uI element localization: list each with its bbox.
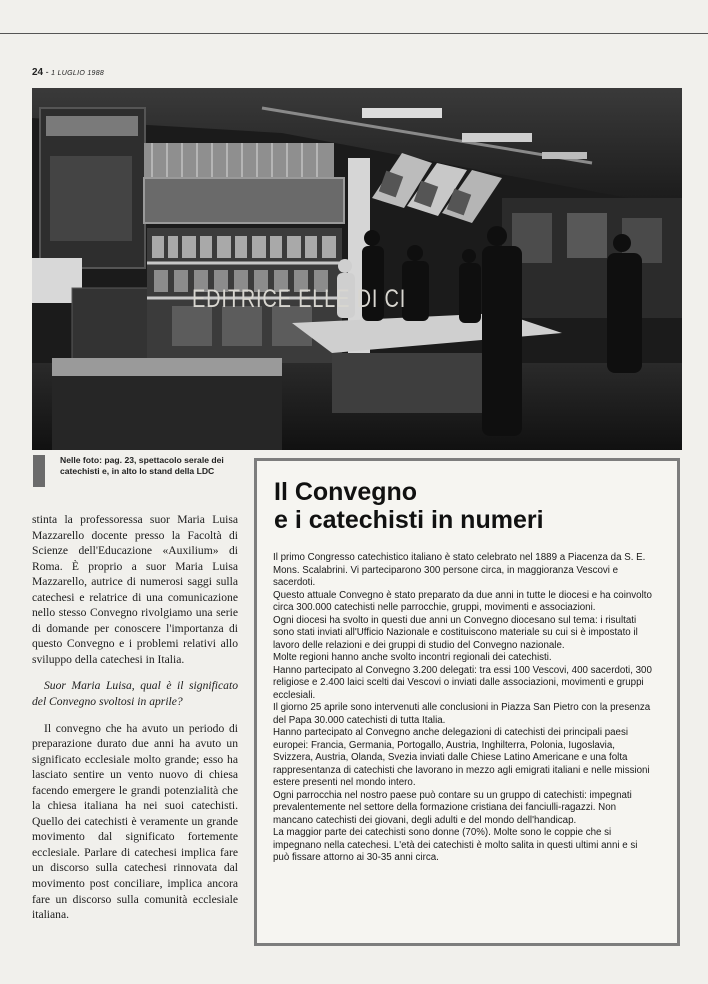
- article-answer: Il convegno che ha avuto un periodo di preparazione durato due anni ha avuto un significato ecclesiale molto grande; esso ha lasciato sentire un vento nuovo di chiesa facendo emergere le grandi potenzialità che la chiesa italiana ha nei suoi catechisti. Quello dei catechisti è veramente un grande movimento dal significato fortemente ecclesiale. Parlare di catechesi implica fare un discorso sulla catechesi rinnovata dal movimento post conciliare, implica ancora fare un discorso sulla comunità ecclesiale italiana.: [32, 721, 238, 922]
- box-body: [273, 552, 653, 865]
- page-number: 24: [32, 67, 44, 78]
- photo-caption: Nelle foto: pag. 23, spettacolo serale dei catechisti e, in alto lo stand della LDC: [60, 455, 224, 476]
- page-folio: [32, 67, 104, 78]
- stand-photo-graphic: [32, 88, 682, 450]
- article-column: [32, 512, 238, 923]
- box-paragraph: Hanno partecipato al Convegno 3.200 delegati: tra essi 100 Vescovi, 400 sacerdoti, 300 religiose e 2.400 laici scelti dai Vescovi o inviati dalle associazioni, movimenti e gruppi ecclesiali.: [273, 664, 652, 701]
- box-title: [274, 478, 674, 534]
- box-paragraph: La maggior parte dei catechisti sono donne (70%). Molte sono le coppie che si impegnano nella catechesi. L'età dei catechisti è molto salita in questi ultimi anni e si può fissare attorno ai 30-35 anni circa.: [273, 827, 638, 863]
- caption-marker: [33, 455, 45, 487]
- box-paragraph: Il primo Congresso catechistico italiano è stato celebrato nel 1889 a Piacenza da S. E. Mons. Scalabrini. Vi parteciparono 300 persone circa, in maggioranza Vescovi e sacerdoti.: [273, 552, 646, 588]
- box-paragraph: Questo attuale Convegno è stato preparato da due anni in tutte le diocesi e ha coinvolto circa 300.000 catechisti nelle parrocchie, gruppi, movimenti e associazioni.: [273, 589, 652, 613]
- box-paragraph: Ogni parrocchia nel nostro paese può contare su un gruppo di catechisti: impegnati prevalentemente nel settore della formazione cristiana dei fanciulli-ragazzi. Non mancano catechisti dei giovani, degli adulti e del mondo dell'handicap.: [273, 789, 632, 826]
- stand-photo: [32, 88, 682, 450]
- article-question: Suor Maria Luisa, qual è il significato del Convegno svoltosi in aprile?: [32, 679, 238, 709]
- box-title-line-1: Il Convegno: [274, 478, 418, 506]
- box-paragraph: Hanno partecipato al Convegno anche delegazioni di catechisti dei principali paesi europei: Francia, Germania, Portogallo, Austria, Inghilterra, Polonia, Iugoslavia, Svizzera, Austria, Olanda, Svezia inviati dalle Chiese Latino Americane e una folta rappresentanza di catechisti che lavorano in mezzo agli emigrati italiani e nelle missioni estere presenti nel mondo intero.: [273, 727, 650, 788]
- box-paragraph: Molte regioni hanno anche svolto incontri regionali dei catechisti.: [273, 652, 552, 663]
- issue-date: 1 LUGLIO 1988: [51, 70, 105, 77]
- top-rule: [0, 33, 708, 34]
- folio-separator: -: [45, 67, 49, 77]
- box-title-line-2: e i catechisti in numeri: [274, 506, 544, 534]
- stand-sign-text: EDITRICE ELLE DI CI: [192, 285, 407, 313]
- article-intro: stinta la professoressa suor Maria Luisa Mazzarello docente presso la Facoltà di Scienze dell'Educazione «Auxilium» di Roma. È proprio a suor Maria Luisa Mazzarello, autrice di numerosi saggi sulla catechesi e relatrice di una comunicazione nello stesso Convegno rivolgiamo una serie di domande per conoscere l'importanza di questo Convegno e i problemi relativi allo sviluppo della catechesi in Italia.: [32, 513, 238, 666]
- box-paragraph: Ogni diocesi ha svolto in questi due anni un Convegno diocesano sul tema: i risultati sono stati inviati all'Ufficio Nazionale e costituiscono materiale su cui si è impostato il lavoro delle relazioni e dei gruppi di studio del Convegno nazionale.: [273, 614, 638, 651]
- box-paragraph: Il giorno 25 aprile sono intervenuti alle conclusioni in Piazza San Pietro con la presenza del Papa 30.000 catechisti di tutta Italia.: [273, 702, 651, 726]
